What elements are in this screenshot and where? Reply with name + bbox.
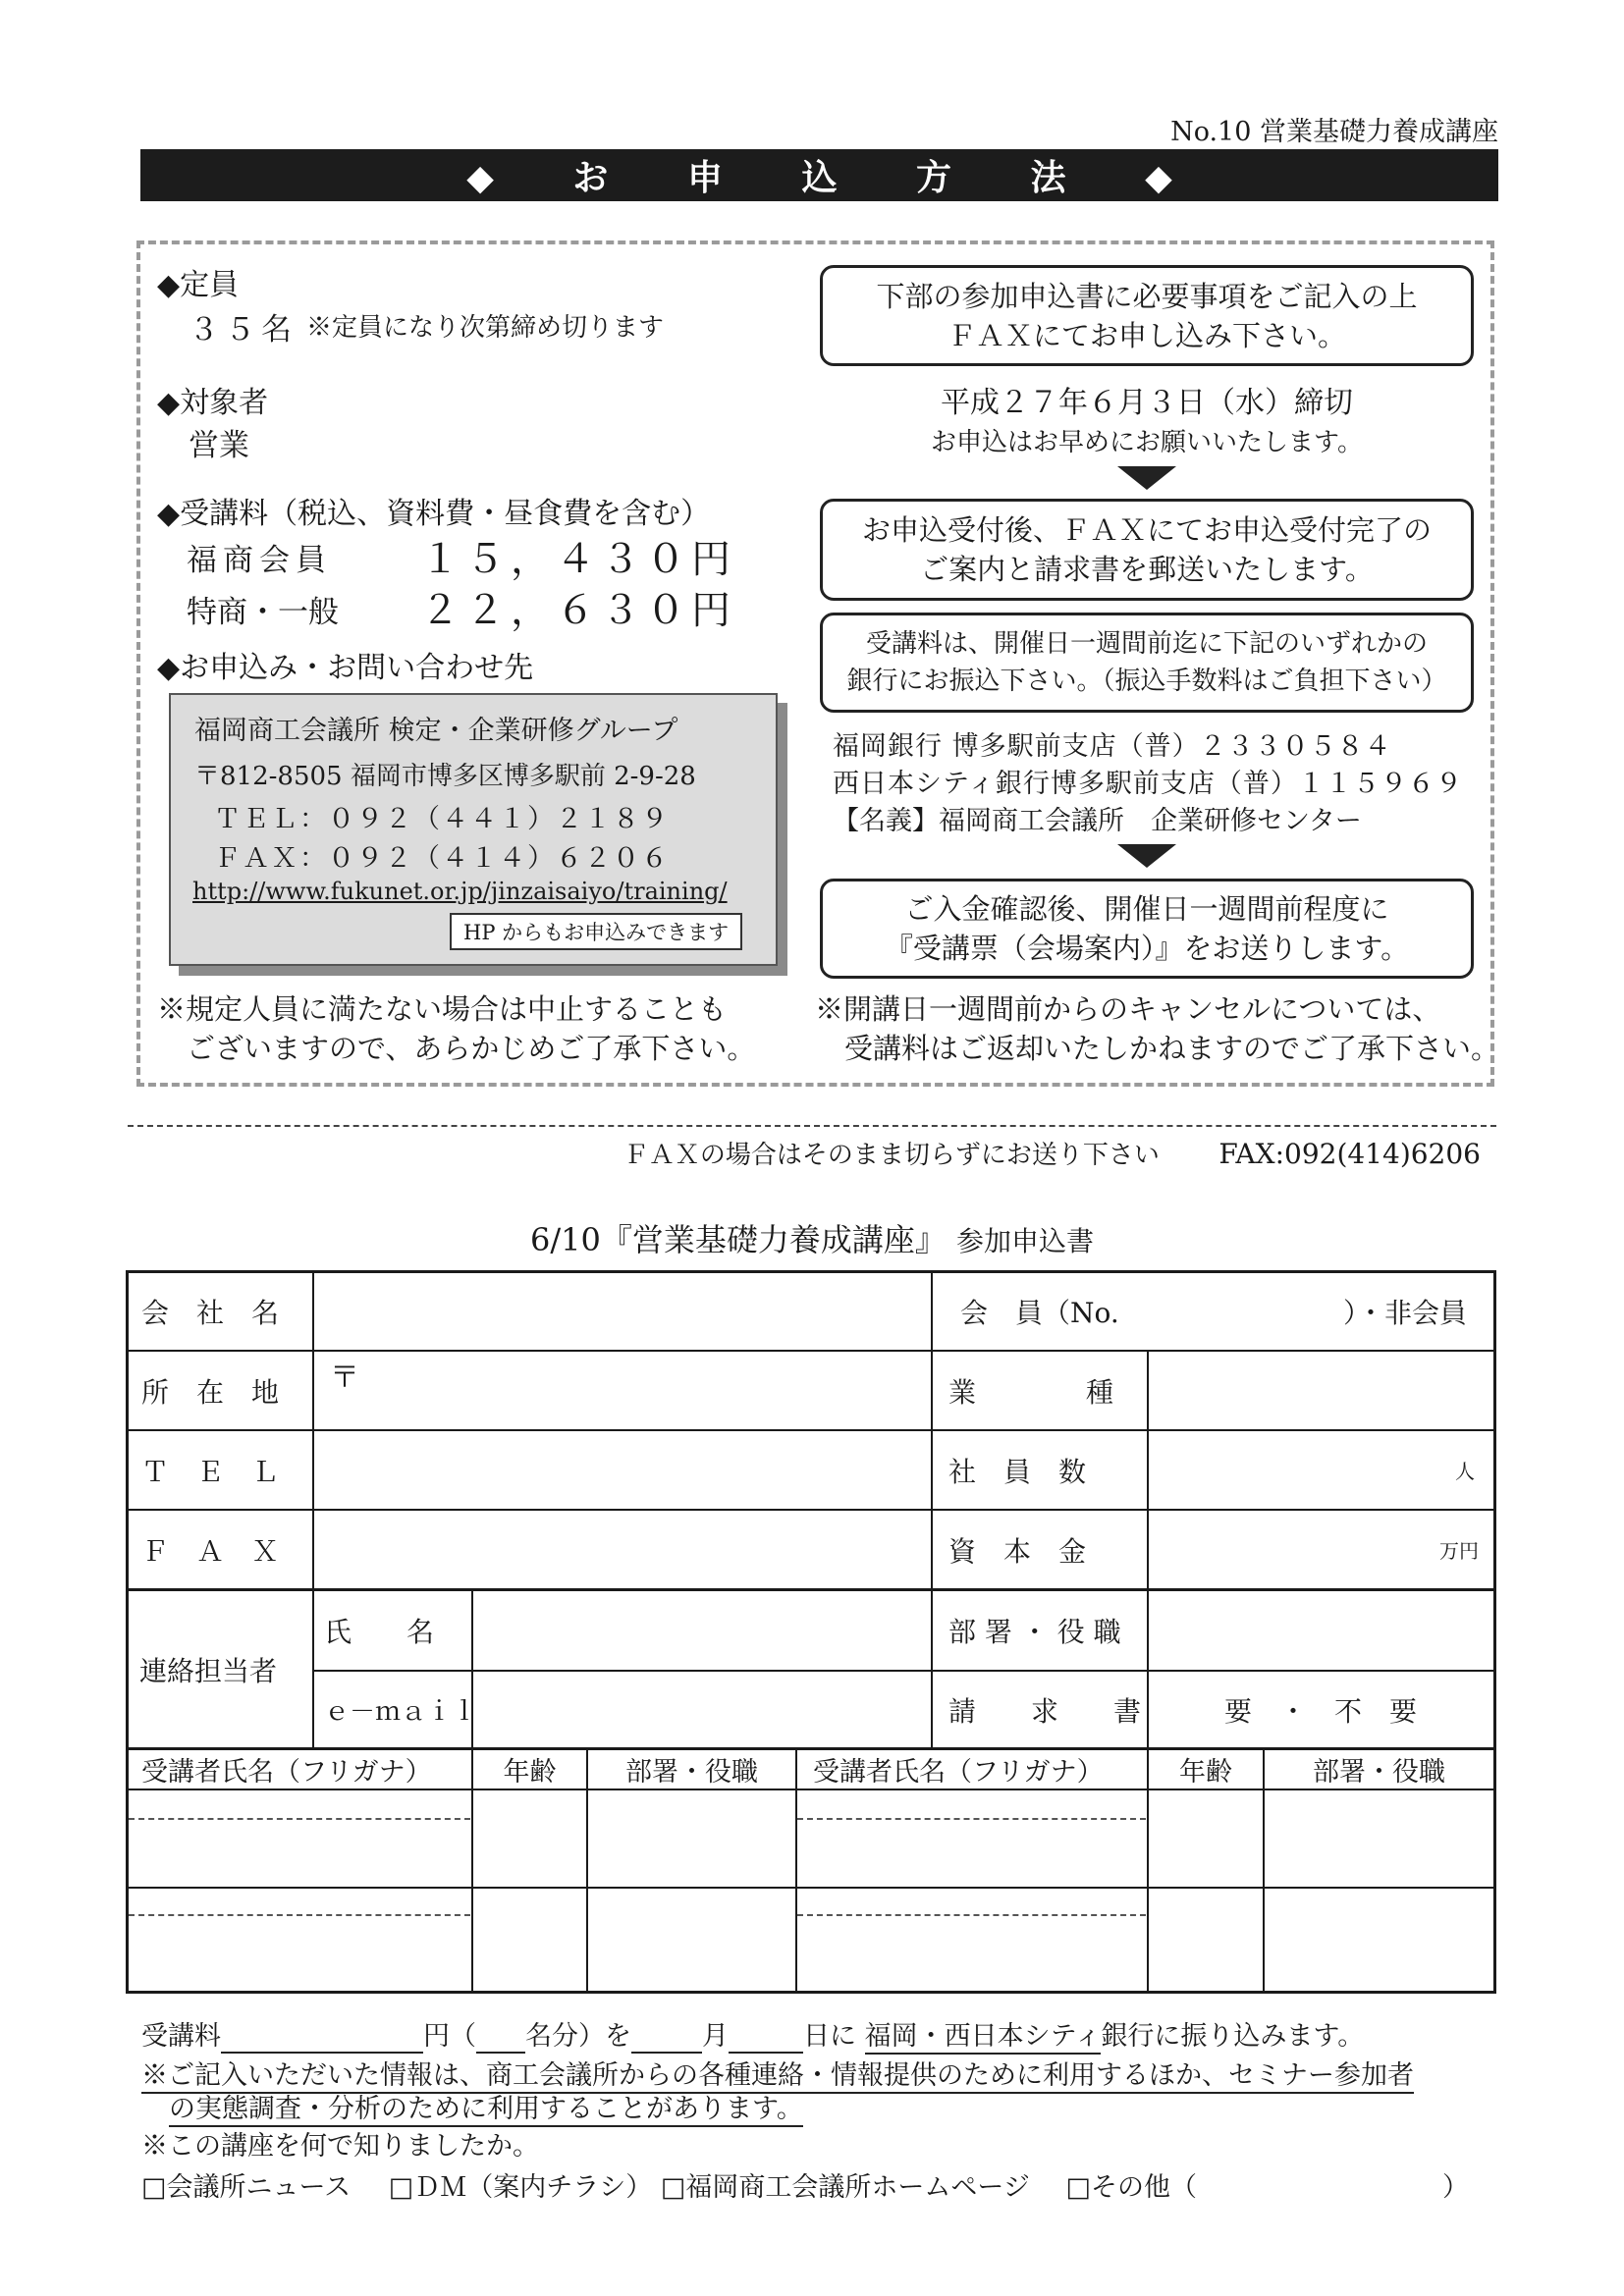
source-question: ※この講座を何で知りましたか。 bbox=[141, 2131, 539, 2162]
option-dm-checkbox[interactable]: □ＤＭ（案内チラシ） bbox=[388, 2172, 653, 2203]
form-title-main: 6/10『営業基礎力養成講座』 bbox=[529, 1221, 947, 1258]
participant-name-header: 受講者氏名（フリガナ） bbox=[141, 1757, 432, 1788]
option-other-close: ） bbox=[1441, 2172, 1469, 2203]
step-box-submit bbox=[820, 265, 1474, 366]
contact-card bbox=[169, 693, 778, 966]
contact-label: ◆お申込み・お問い合わせ先 bbox=[157, 651, 534, 685]
persons-field[interactable] bbox=[476, 2021, 525, 2054]
fee-member-label: 福商会員 bbox=[187, 543, 332, 578]
step-box-ticket bbox=[820, 879, 1474, 979]
capacity-value: ３５名 bbox=[189, 312, 298, 347]
contact-person-label: 連絡担当者 bbox=[139, 1654, 278, 1687]
bank-account-2: 西日本シティ銀行博多駅前支店（普）１１５９６９ bbox=[833, 769, 1463, 799]
step-3-line-1: 受講料は、開催日一週間前迄に下記のいずれかの bbox=[865, 629, 1428, 659]
contact-tel: ＴＥＬ：０９２（４４１）２１８９ bbox=[214, 804, 670, 834]
section-title-bar bbox=[140, 149, 1498, 201]
contact-name-label: 氏 名 bbox=[324, 1616, 435, 1648]
invoice-label: 請 求 書 bbox=[948, 1694, 1142, 1728]
company-name-field[interactable] bbox=[316, 1273, 929, 1350]
section-title: ◆ お 申 込 方 法 ◆ bbox=[466, 157, 1206, 198]
participant-age-header: 年齢 bbox=[1179, 1757, 1232, 1788]
fax-field[interactable] bbox=[316, 1511, 929, 1588]
bank-account-holder: 【名義】福岡商工会議所 企業研修センター bbox=[833, 806, 1362, 836]
member-label: 会 員（No. bbox=[960, 1297, 1119, 1329]
cut-line bbox=[128, 1125, 1496, 1127]
industry-field[interactable] bbox=[1151, 1352, 1490, 1429]
employees-label: 社 員 数 bbox=[948, 1455, 1087, 1488]
arrow-down-icon bbox=[1117, 844, 1176, 868]
capacity-note: ※定員になり次第締め切ります bbox=[306, 313, 665, 343]
step-1-line-1: 下部の参加申込書に必要事項をご記入の上 bbox=[876, 279, 1418, 313]
option-homepage-checkbox[interactable]: □福岡商工会議所ホームページ bbox=[660, 2172, 1030, 2203]
deadline: 平成２７年６月３日（水）締切 bbox=[941, 386, 1353, 420]
target-value: 営業 bbox=[189, 428, 249, 463]
participant-age-header: 年齢 bbox=[503, 1757, 557, 1788]
capital-label: 資 本 金 bbox=[948, 1534, 1087, 1568]
step-4-line-2: 『受講票（会場案内）』をお送りします。 bbox=[884, 932, 1410, 965]
participant-dept-header: 部署・役職 bbox=[1313, 1757, 1445, 1788]
contact-address: 〒812-8505 福岡市博多区博多駅前 2-9-28 bbox=[194, 762, 696, 791]
fee-prefix: 受講料 bbox=[141, 2021, 221, 2052]
day-field[interactable] bbox=[729, 2021, 803, 2054]
fax-instruction: ＦＡＸの場合はそのまま切らずにお送り下さい bbox=[623, 1141, 1160, 1170]
arrow-down-icon bbox=[1117, 466, 1176, 490]
fee-label: ◆受講料（税込、資料費・昼食費を含む） bbox=[157, 497, 711, 531]
dept-title-field[interactable] bbox=[1151, 1591, 1490, 1670]
capacity-label: ◆定員 bbox=[157, 268, 240, 302]
capital-unit: 万円 bbox=[1439, 1539, 1479, 1563]
day-label: 日に bbox=[803, 2021, 856, 2052]
note-cancellation-1: ※開講日一週間前からのキャンセルについては、 bbox=[815, 992, 1441, 1026]
fee-member-value: １５，４３０円 bbox=[420, 537, 736, 582]
source-options bbox=[141, 2165, 1469, 2204]
note-min-participants-2: ございますので、あらかじめご了承下さい。 bbox=[187, 1032, 756, 1065]
participant-dept-header: 部署・役職 bbox=[625, 1757, 758, 1788]
deadline-note: お申込はお早めにお願いいたします。 bbox=[931, 428, 1363, 457]
privacy-text-1: ※ご記入いただいた情報は、商工会議所からの各種連絡・情報提供のために利用するほか、セミナー参加者 bbox=[141, 2054, 1414, 2094]
step-2-line-2: ご案内と請求書を郵送いたします。 bbox=[920, 553, 1374, 586]
industry-label: 業 種 bbox=[948, 1375, 1114, 1409]
fee-transfer-line bbox=[141, 2014, 1364, 2055]
hp-note: HP からもお申込みできます bbox=[450, 913, 742, 950]
email-field[interactable] bbox=[475, 1672, 929, 1747]
contact-url-link[interactable]: http://www.fukunet.or.jp/jinzaisaiyo/training/ bbox=[192, 878, 728, 905]
invoice-options[interactable]: 要 ・ 不 要 bbox=[1223, 1694, 1417, 1728]
month-label: 月 bbox=[702, 2021, 729, 2052]
option-other-checkbox[interactable]: □その他（ bbox=[1065, 2172, 1197, 2203]
form-title bbox=[0, 1215, 1624, 1260]
transfer-label: 銀行に振り込みます。 bbox=[1101, 2021, 1365, 2052]
employees-field[interactable] bbox=[1151, 1431, 1490, 1509]
persons-label: 名分）を bbox=[525, 2021, 631, 2052]
privacy-text-2: の実態調査・分析のために利用することがあります。 bbox=[169, 2087, 803, 2127]
fee-general-label: 特商・一般 bbox=[187, 595, 339, 630]
privacy-note-2 bbox=[169, 2087, 803, 2127]
month-field[interactable] bbox=[631, 2021, 702, 2054]
fax-label: Ｆ Ａ Ｘ bbox=[141, 1534, 280, 1568]
step-1-line-2: ＦＡＸにてお申し込み下さい。 bbox=[947, 318, 1346, 352]
target-label: ◆対象者 bbox=[157, 386, 269, 420]
course-reference: No.10 営業基礎力養成講座 bbox=[1170, 117, 1498, 147]
step-box-payment bbox=[820, 613, 1474, 713]
fax-number: FAX:092(414)6206 bbox=[1218, 1138, 1481, 1170]
fee-general-value: ２２，６３０円 bbox=[420, 588, 736, 633]
email-label: ｅ－ｍａｉｌ bbox=[324, 1697, 478, 1727]
employees-unit: 人 bbox=[1455, 1460, 1475, 1483]
company-name-label: 会 社 名 bbox=[141, 1297, 280, 1329]
step-box-confirmation bbox=[820, 499, 1474, 601]
step-3-line-2: 銀行にお振込下さい。（振込手数料はご負担下さい） bbox=[846, 667, 1447, 696]
participant-name-header: 受講者氏名（フリガナ） bbox=[813, 1757, 1104, 1788]
contact-fax: ＦＡＸ：０９２（４１４）６２０６ bbox=[214, 843, 670, 874]
yen-label: 円（ bbox=[423, 2021, 476, 2052]
tel-field[interactable] bbox=[316, 1431, 929, 1509]
step-4-line-1: ご入金確認後、開催日一週間前程度に bbox=[904, 892, 1389, 926]
dept-title-label: 部 署 ・ 役 職 bbox=[948, 1616, 1121, 1648]
note-min-participants-1: ※規定人員に満たない場合は中止することも bbox=[157, 992, 728, 1026]
fee-amount-field[interactable] bbox=[221, 2021, 423, 2054]
address-field[interactable] bbox=[316, 1352, 929, 1429]
form-title-suffix: 参加申込書 bbox=[956, 1225, 1095, 1257]
fax-instruction-line bbox=[623, 1135, 1481, 1171]
postal-mark: 〒 bbox=[330, 1361, 359, 1395]
address-label: 所 在 地 bbox=[141, 1375, 280, 1409]
option-news-checkbox[interactable]: □会議所ニュース bbox=[141, 2172, 352, 2203]
non-member-label: ）・非会員 bbox=[1343, 1297, 1468, 1329]
bank-choice[interactable]: 福岡・西日本シティ bbox=[865, 2014, 1102, 2055]
step-2-line-1: お申込受付後、ＦＡＸにてお申込受付完了の bbox=[861, 513, 1432, 547]
contact-org: 福岡商工会議所 検定・企業研修グループ bbox=[194, 716, 678, 746]
note-cancellation-2: 受講料はご返却いたしかねますのでご了承下さい。 bbox=[844, 1032, 1500, 1065]
contact-name-field[interactable] bbox=[475, 1591, 929, 1670]
tel-label: Ｔ Ｅ Ｌ bbox=[141, 1455, 280, 1488]
bank-account-1: 福岡銀行 博多駅前支店（普）２３３０５８４ bbox=[833, 731, 1392, 762]
